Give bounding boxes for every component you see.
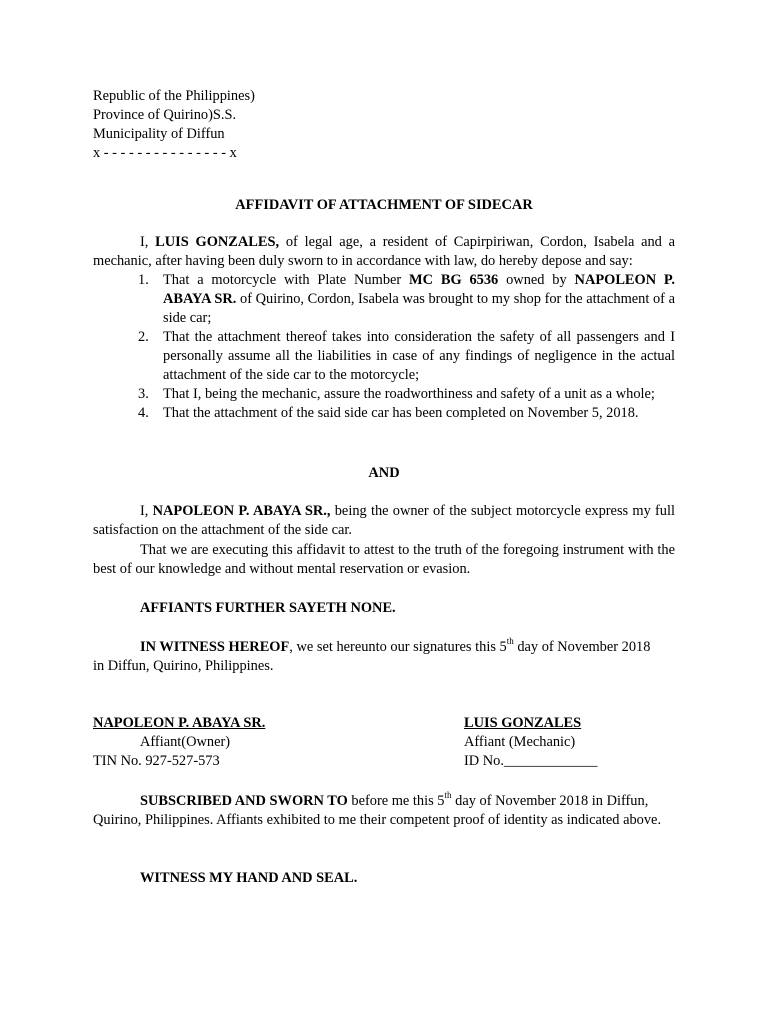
subscribed-mid: before me this 5	[347, 793, 445, 809]
witness-mid: , we set hereunto our signatures this 5	[289, 639, 507, 655]
witness-sup: th	[506, 636, 514, 647]
venue-header	[93, 87, 675, 163]
hand-and-seal-text: WITNESS MY HAND AND SEAL.	[140, 870, 358, 886]
further-sayeth-text: AFFIANTS FURTHER SAYETH NONE.	[140, 600, 396, 616]
statement-item-number: 4.	[138, 405, 149, 421]
further-sayeth	[93, 599, 675, 618]
signatory-owner-name: NAPOLEON P. ABAYA SR.	[93, 715, 266, 731]
subscribed-bold: SUBSCRIBED AND SWORN TO	[140, 793, 348, 809]
witness-rest: day of November 2018 in Diffun, Quirino, Philippines.	[93, 639, 651, 674]
signatory-owner-role: Affiant(Owner)	[140, 734, 231, 750]
intro-affiant-name: LUIS GONZALES,	[155, 234, 280, 250]
document-title-text: AFFIDAVIT OF ATTACHMENT OF SIDECAR	[235, 197, 533, 213]
owner-name: NAPOLEON P. ABAYA SR.,	[152, 503, 331, 519]
statement-item-number: 1.	[138, 272, 149, 288]
and-heading-text: AND	[368, 465, 400, 481]
statement-item-text: That the attachment thereof takes into consideration the safety of all passengers and I personally assume all the liabilities in case of any findings of negligence in the actual attachment of the side car to the motorcycle;	[163, 329, 675, 383]
subscribed-paragraph	[93, 792, 663, 830]
statement-item-number: 3.	[138, 386, 149, 402]
statement-item	[93, 328, 675, 385]
statement-item-text: That a motorcycle with Plate Number	[163, 272, 410, 288]
statement-items	[93, 271, 675, 423]
hand-and-seal	[93, 869, 675, 888]
intro-paragraph	[93, 233, 675, 271]
executing-text: That we are executing this affidavit to attest to the truth of the foregoing instrument with the best of our knowledge and without mental reservation or evasion.	[93, 542, 675, 577]
statement-item-text: owned by	[498, 272, 575, 288]
signatory-owner-id: TIN No. 927-527-573	[93, 753, 220, 769]
statement-item-number: 2.	[138, 329, 149, 345]
executing-paragraph	[93, 541, 675, 579]
signatory-mechanic-name: LUIS GONZALES	[464, 715, 582, 731]
witness-paragraph	[93, 638, 663, 676]
intro-text: of legal age, a resident of Capirpiriwan, Cordon, Isabela and a mechanic, after having been duly sworn to in accordance with law, do hereby depose and say:	[93, 234, 676, 269]
signatory-mechanic	[464, 714, 724, 771]
signatory-mechanic-id: ID No._____________	[464, 753, 598, 769]
document-title	[93, 196, 675, 215]
venue-line-country: Republic of the Philippines)	[93, 88, 255, 104]
statement-list	[93, 271, 675, 423]
owner-text: being the owner of the subject motorcycle express my full satisfaction on the attachment of the side car.	[93, 503, 675, 538]
signatory-owner	[93, 714, 393, 771]
statement-item-text: That I, being the mechanic, assure the roadworthiness and safety of a unit as a whole;	[163, 386, 655, 402]
statement-item	[93, 385, 675, 404]
venue-line-separator: x - - - - - - - - - - - - - - - x	[93, 145, 237, 161]
statement-item-text: That the attachment of the said side car has been completed on November 5, 2018.	[163, 405, 639, 421]
subscribed-sup: th	[444, 790, 452, 801]
owner-paragraph	[93, 502, 675, 540]
venue-line-province: Province of Quirino)S.S.	[93, 107, 237, 123]
witness-bold: IN WITNESS HEREOF	[140, 639, 290, 655]
statement-item-text: of Quirino, Cordon, Isabela was brought to my shop for the attachment of a side car;	[163, 291, 676, 326]
statement-item	[93, 404, 675, 423]
statement-item	[93, 271, 675, 328]
venue-line-municipality: Municipality of Diffun	[93, 126, 225, 142]
signatory-mechanic-role: Affiant (Mechanic)	[464, 734, 576, 750]
intro-lead: I,	[140, 234, 156, 250]
statement-item-emphasis: NAPOLEON P. ABAYA SR.	[163, 272, 676, 307]
and-heading	[93, 464, 675, 483]
subscribed-rest: day of November 2018 in Diffun, Quirino, Philippines. Affiants exhibited to me their competent proof of identity as indicated above.	[93, 793, 662, 828]
statement-item-emphasis: MC BG 6536	[409, 272, 499, 288]
owner-lead: I,	[140, 503, 153, 519]
